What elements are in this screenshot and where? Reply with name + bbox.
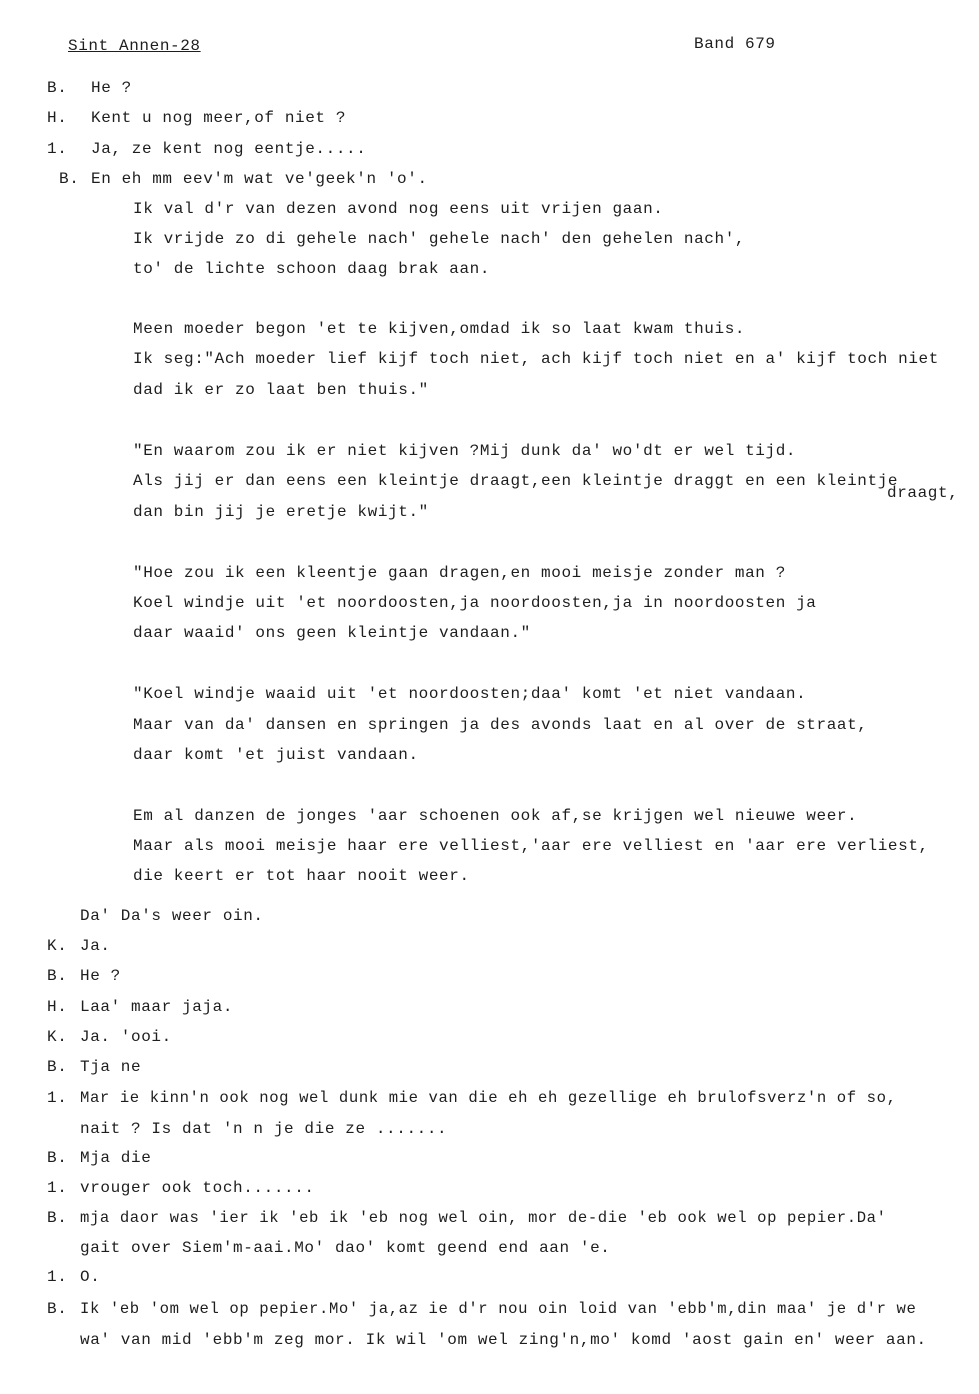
speaker-label: B. (47, 1058, 68, 1076)
speaker-label: H. (47, 998, 68, 1016)
transcript-line: Ja. (80, 937, 111, 955)
transcript-line: Tja ne (80, 1058, 142, 1076)
speaker-label: B. (47, 1209, 68, 1227)
speaker-label: K. (47, 937, 68, 955)
transcript-line: Ik 'eb 'om wel op pepier.Mo' ja,az ie d'r nou oin loid van 'ebb'm,din maa' je d'r we (80, 1300, 917, 1318)
transcript-line: mja daor was 'ier ik 'eb ik 'eb nog wel oin, mor de-die 'eb ook wel op pepier.Da' (80, 1209, 887, 1227)
song-line: to' de lichte schoon daag brak aan. (133, 260, 491, 278)
song-line: daar waaid' ons geen kleintje vandaan." (133, 624, 531, 642)
transcript-line: Laa' maar jaja. (80, 998, 234, 1016)
song-line: Koel windje uit 'et noordoosten,ja noordoosten,ja in noordoosten ja (133, 594, 817, 612)
transcript-line: Ja. 'ooi. (80, 1028, 172, 1046)
song-line: "Hoe zou ik een kleentje gaan dragen,en mooi meisje zonder man ? (133, 564, 786, 582)
page-header-right: Band 679 (694, 35, 776, 53)
speaker-label: B. (59, 170, 80, 188)
song-line: Maar van da' dansen en springen ja des avonds laat en al over de straat, (133, 716, 868, 734)
transcript-line: O. (80, 1268, 101, 1286)
speaker-label: B. (47, 1300, 68, 1318)
song-line: "En waarom zou ik er niet kijven ?Mij dunk da' wo'dt er wel tijd. (133, 442, 797, 460)
song-line: Ik vrijde zo di gehele nach' gehele nach' den gehelen nach', (133, 230, 746, 248)
song-line: "Koel windje waaid uit 'et noordoosten;daa' komt 'et niet vandaan. (133, 685, 807, 703)
song-line: Ik val d'r van dezen avond nog eens uit vrijen gaan. (133, 200, 664, 218)
speaker-label: 1. (47, 1089, 68, 1107)
speaker-label: B. (47, 79, 68, 97)
transcript-line: Ja, ze kent nog eentje..... (91, 140, 367, 158)
transcript-line: Da' Da's weer oin. (80, 907, 264, 925)
transcript-line: Kent u nog meer,of niet ? (91, 109, 347, 127)
transcript-line: wa' van mid 'ebb'm zeg mor. Ik wil 'om wel zing'n,mo' komd 'aost gain en' weer aan. (80, 1331, 927, 1349)
speaker-label: 1. (47, 140, 68, 158)
transcript-line: Mja die (80, 1149, 152, 1167)
transcript-line: gait over Siem'm-aai.Mo' dao' komt geend end aan 'e. (80, 1239, 611, 1257)
transcript-line: He ? (80, 967, 121, 985)
song-line: Als jij er dan eens een kleintje draagt,een kleintje draggt en een kleintje (133, 472, 899, 490)
song-line: Em al danzen de jonges 'aar schoenen ook af,se krijgen wel nieuwe weer. (133, 807, 858, 825)
transcript-line: vrouger ook toch....... (80, 1179, 315, 1197)
song-line: Meen moeder begon 'et te kijven,omdad ik so laat kwam thuis. (133, 320, 746, 338)
speaker-label: K. (47, 1028, 68, 1046)
song-line: Maar als mooi meisje haar ere velliest,'aar ere velliest en 'aar ere verliest, (133, 837, 929, 855)
song-line-overtype: draagt, (887, 484, 959, 502)
song-line: daar komt 'et juist vandaan. (133, 746, 419, 764)
transcript-line: Mar ie kinn'n ook nog wel dunk mie van die eh eh gezellige eh brulofsverz'n of so, (80, 1089, 897, 1107)
page-header-left: Sint Annen-28 (68, 37, 201, 55)
song-line: Ik seg:"Ach moeder lief kijf toch niet, ach kijf toch niet en a' kijf toch niet (133, 350, 939, 368)
speaker-label: B. (47, 967, 68, 985)
song-line: dan bin jij je eretje kwijt." (133, 503, 429, 521)
transcript-line: En eh mm eev'm wat ve'geek'n 'o'. (91, 170, 428, 188)
speaker-label: B. (47, 1149, 68, 1167)
transcript-line: He ? (91, 79, 132, 97)
speaker-label: 1. (47, 1268, 68, 1286)
transcript-line: nait ? Is dat 'n n je die ze ....... (80, 1120, 448, 1138)
song-line: dad ik er zo laat ben thuis." (133, 381, 429, 399)
speaker-label: 1. (47, 1179, 68, 1197)
speaker-label: H. (47, 109, 68, 127)
song-line: die keert er tot haar nooit weer. (133, 867, 470, 885)
